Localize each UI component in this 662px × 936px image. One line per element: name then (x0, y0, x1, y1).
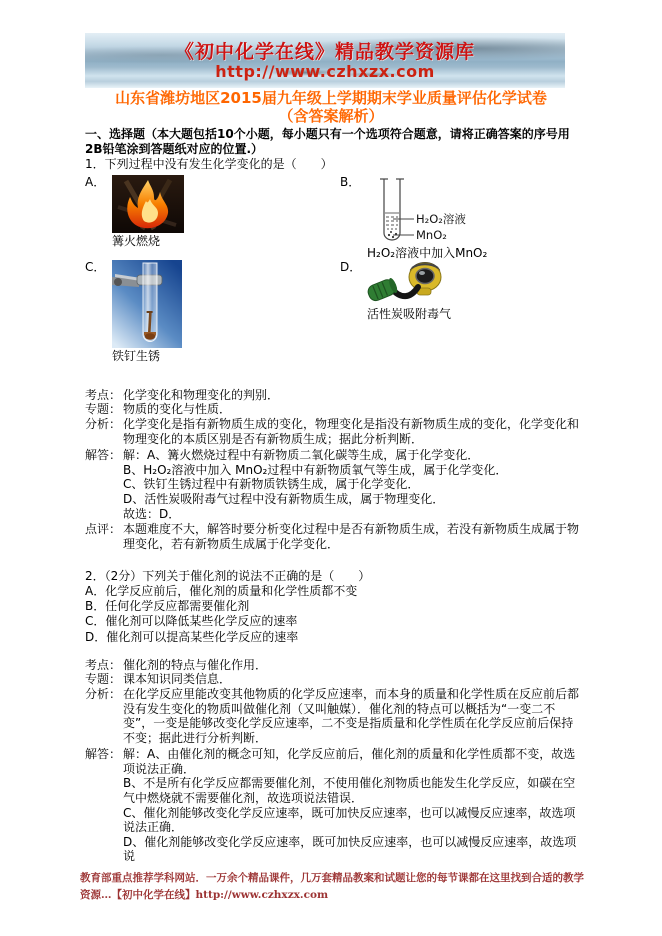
tube-label-h2o2: H₂O₂溶液 (416, 211, 466, 226)
q1-option-c-label: C． (85, 259, 106, 274)
q1-fenxi-row (85, 417, 582, 446)
q2-jieda-line: 解：A、由催化剂的概念可知，化学反应前后，催化剂的质量和化学性质都不变，故选项说法正确． (123, 747, 576, 776)
jieda-label: 解答： (85, 448, 122, 463)
footer-url-link[interactable]: http://www.czhxzx.com (195, 888, 329, 901)
section-heading: 一、选择题（本大题包括10个小题，每小题只有一个选项符合题意，请将正确答案的序号用2B铅笔涂到答题纸对应的位置.） (85, 127, 570, 156)
site-url-link[interactable]: http://www.czhxzx.com (215, 62, 435, 81)
footer-promo (80, 870, 590, 903)
q1-fenxi-text: 化学变化是指有新物质生成的变化，物理变化是指没有新物质生成的变化，化学变化和物理变化的本质区别是否有新物质生成；据此分析判断． (123, 416, 580, 446)
q2-option-d: D．催化剂可以提高某些化学反应的速率 (85, 629, 299, 644)
q2-jieda-line: C、催化剂能够改变化学反应速率，既可加快反应速率，也可以减慢反应速率，故选项说法正确． (123, 805, 576, 835)
q2-kaodian-text: 催化剂的特点与催化作用． (123, 657, 268, 672)
kaodian-label: 考点： (85, 657, 122, 672)
dianping-label: 点评： (85, 522, 122, 537)
q1-kaodian-text: 化学变化和物理变化的判别． (123, 387, 280, 402)
q1-option-b-label: B． (340, 174, 361, 189)
q1-kaodian-row (85, 388, 582, 403)
zhuanti-label: 专题： (85, 672, 122, 687)
q1-jieda-line: D、活性炭吸附毒气过程中没有新物质生成，属于物理变化． (123, 491, 445, 506)
gas-mask-image (367, 260, 445, 306)
document-subtitle: （含答案解析） (278, 107, 384, 125)
fenxi-label: 分析： (85, 686, 122, 701)
fenxi-label: 分析： (85, 416, 122, 431)
question-1-stem: 1．下列过程中没有发生化学变化的是（ ） (85, 157, 333, 172)
q1-zhuanti-row (85, 402, 582, 417)
q2-analysis-block (85, 658, 582, 864)
q1-zhuanti-text: 物质的变化与性质． (123, 402, 232, 417)
q1-option-c (85, 260, 340, 366)
q1-option-a-caption: 篝火燃烧 (112, 233, 161, 248)
q2-option-b: B．任何化学反应都需要催化剂 (85, 599, 250, 614)
q2-zhuanti-text: 课本知识同类信息． (123, 672, 232, 687)
question-1-options (85, 175, 582, 366)
q2-option-c: C．催化剂可以降低某些化学反应的速率 (85, 614, 298, 629)
test-tube-diagram (367, 175, 517, 245)
q1-dianping-row (85, 522, 582, 551)
q1-option-b (340, 175, 582, 260)
site-banner (85, 33, 565, 88)
q1-option-c-caption: 铁钉生锈 (112, 348, 161, 363)
q1-jieda-line: B、H₂O₂溶液中加入 MnO₂过程中有新物质氧气等生成，属于化学变化． (123, 462, 508, 477)
document-body (85, 127, 582, 864)
q1-analysis-block (85, 388, 582, 552)
footer-text: 教育部重点推荐学科网站．一万余个精品课件，几万套精品教案和试题让您的每节课都在这里找到合适的教学资源…【初中化学在线】 (80, 872, 584, 901)
site-name: 《初中化学在线》精品教学资源库 (174, 41, 475, 63)
q1-jieda-line: 故选：D． (123, 506, 181, 521)
q2-fenxi-text: 在化学反应里能改变其他物质的化学反应速率，而本身的质量和化学性质在反应前后都没有发生变化的物质叫做催化剂（又叫触媒）．催化剂的特点可以概括为“一变二不变”，一变是能够改变化学反应速率，二不变是指质量和化学性质在化学反应前后保持不变；据此进行分析判断． (123, 686, 580, 745)
q1-option-d-caption: 活性炭吸附毒气 (367, 306, 452, 321)
q2-jieda-row (85, 747, 582, 864)
q1-jieda-line: C、铁钉生锈过程中有新物质铁锈生成，属于化学变化． (123, 477, 420, 492)
q1-dianping-text: 本题难度不大，解答时要分析变化过程中是否有新物质生成，若没有新物质生成属于物理变化，若有新物质生成属于化学变化． (123, 522, 580, 551)
q1-option-a (85, 175, 340, 260)
jieda-label: 解答： (85, 747, 122, 762)
kaodian-label: 考点： (85, 387, 122, 402)
q2-kaodian-row (85, 658, 582, 673)
q1-option-a-label: A． (85, 174, 106, 189)
q2-option-a: A．化学反应前后，催化剂的质量和化学性质都不变 (85, 583, 358, 598)
q1-option-b-caption: H₂O₂溶液中加入MnO₂ (367, 245, 488, 260)
document-title: 山东省潍坊地区2015届九年级上学期期末学业质量评估化学试卷 (115, 89, 547, 107)
q1-option-d (340, 260, 582, 366)
zhuanti-label: 专题： (85, 402, 122, 417)
title-block (84, 89, 578, 125)
q1-jieda-line: 解：A、篝火燃烧过程中有新物质二氧化碳等生成，属于化学变化． (123, 448, 480, 463)
q2-fenxi-row (85, 687, 582, 745)
bonfire-image (112, 175, 184, 233)
question-2-options (85, 584, 582, 645)
q1-option-d-label: D． (340, 259, 362, 274)
q2-jieda-line: D、催化剂能够改变化学反应速率，既可加快反应速率，也可以减慢反应速率，故选项说 (123, 834, 577, 864)
q2-zhuanti-row (85, 672, 582, 687)
rusty-nail-image (112, 260, 182, 348)
tube-label-mno2: MnO₂ (416, 227, 447, 242)
q1-jieda-row (85, 448, 582, 521)
question-2-stem: 2．（2分）下列关于催化剂的说法不正确的是（ ） (85, 569, 371, 584)
q2-jieda-line: B、不是所有化学反应都需要催化剂，不使用催化剂物质也能发生化学反应，如碳在空气中燃烧就不需要催化剂，故选项说法错误． (123, 776, 576, 806)
